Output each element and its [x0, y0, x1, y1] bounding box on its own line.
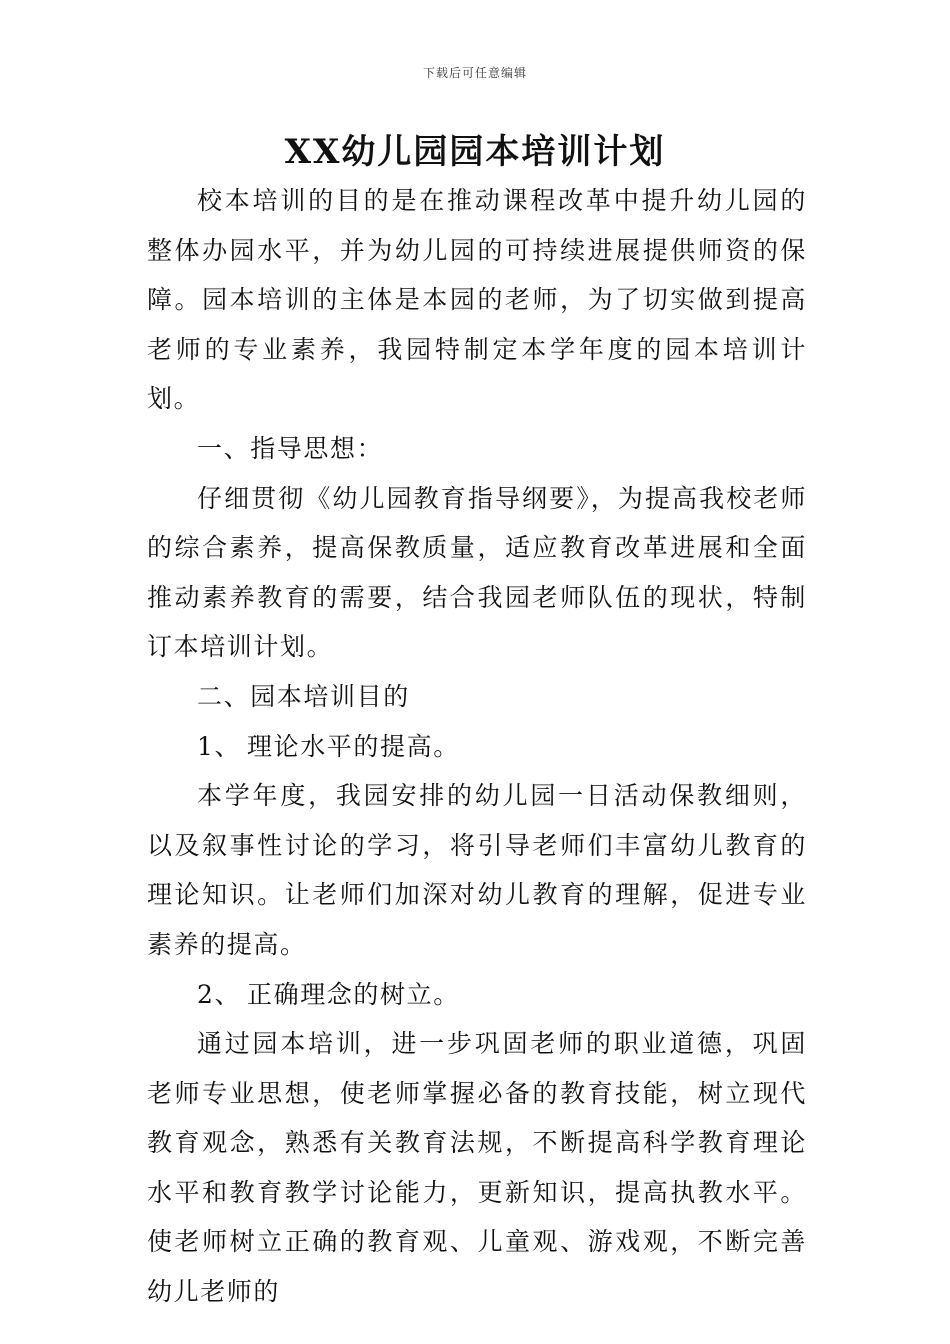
item-number: 2、 — [197, 979, 242, 1009]
document-body — [147, 176, 807, 1317]
header-note: 下载后可任意编辑 — [422, 66, 527, 80]
item-heading-text: 正确理念的树立。 — [247, 979, 460, 1009]
section-heading-training-purpose: 二、园本培训目的 — [197, 681, 410, 711]
intro-paragraph: 校本培训的目的是在推动课程改革中提升幼儿园的整体办园水平，并为幼儿园的可持续进展提供师资的保障。园本培训的主体是本园的老师，为了切实做到提高老师的专业素养，我园特制定本学年度的园本培训计划。 — [147, 186, 807, 414]
document-title: XX幼儿园园本培训计划 — [284, 132, 666, 172]
item-heading-text: 理论水平的提高。 — [247, 731, 460, 761]
theory-paragraph: 本学年度，我园安排的幼儿园一日活动保教细则，以及叙事性讨论的学习，将引导老师们丰富幼儿教育的理论知识。让老师们加深对幼儿教育的理解，促进专业素养的提高。 — [147, 781, 807, 959]
item-heading-theory — [147, 722, 807, 772]
item-heading-concept — [147, 970, 807, 1020]
section-heading-guiding-ideology: 一、指导思想： — [197, 433, 384, 463]
concept-paragraph: 通过园本培训，进一步巩固老师的职业道德，巩固老师专业思想，使老师掌握必备的教育技能，树立现代教育观念，熟悉有关教育法规，不断提高科学教育理论水平和教育教学讨论能力，更新知识，提高执教水平。使老师树立正确的教育观、儿童观、游戏观，不断完善幼儿老师的 — [147, 1029, 807, 1307]
item-number: 1、 — [197, 731, 242, 761]
guiding-ideology-paragraph: 仔细贯彻《幼儿园教育指导纲要》，为提高我校老师的综合素养，提高保教质量，适应教育改革进展和全面推动素养教育的需要，结合我园老师队伍的现状，特制订本培训计划。 — [147, 483, 807, 662]
